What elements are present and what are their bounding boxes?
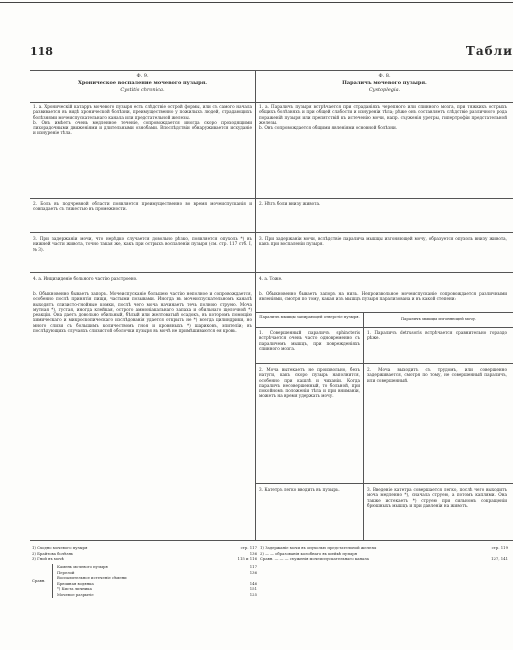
subtable-cell-2a: 2. Моча вытекаетъ не произвольно, безъ натуги, какъ скоро пузырь наполнится, особенно при кашлѣ и чиханіи. Когда параличъ несовершенный, то больной, при покойномъ положеніи тѣла и при вниманіи, можетъ на время удержать мочу.	[259, 367, 360, 399]
compare-item: Воспалительное истеченіе сѣмени	[57, 575, 127, 581]
subtable-head-sphincter: Параличъ мышцы запирающей отверстіе пузыря.	[259, 314, 360, 319]
page-number: 118	[30, 45, 53, 58]
row-rule-1	[30, 198, 513, 199]
right-cell-1: 1. а. Параличъ пузыря встрѣчается при страданіяхъ черепного или спинного мозга, при тяжкихъ острыхъ общихъ болѣзняхъ и при общей слабости и изнуреніи тѣла; рѣже онъ составляетъ слѣдствіе различного рода пораженій пузыря или препятствій къ истеченію мочи, напр. съуженія уретры, гипертрофіи предстательной железы. b. Онъ сопровождается общими явленіями основной болѣзни.	[259, 104, 507, 131]
subtable-rule-1	[256, 363, 513, 364]
subtable-rule-2	[256, 483, 513, 484]
subtable-divider	[363, 312, 364, 540]
right-cell-4b: b. Обыкновенно бываетъ запоръ на низъ. Непроизвольное мочеиспусканіе сопровождается различными явленіями, смотря по тому, какая изъ мышцъ пузыря парализована и въ какой степени:	[259, 291, 507, 302]
table-bottom-rule	[30, 540, 513, 541]
left-column-number: Ф. 9.	[136, 73, 149, 79]
subtable-cell-3b: 3. Введеніе катетра совершается легко, послѣ чего выходитъ моча медленно *), сначала струею, а потомъ каплями. Она также истекаетъ *) струею при сильномъ сокращеніи брюшныхъ мышцъ и при давленіи на животъ.	[367, 487, 507, 508]
compare-item: Перелой 136	[57, 569, 257, 575]
footnote-item: 3) Гной въ мочѣ 115 и 116	[32, 556, 257, 562]
running-title: Табли	[465, 44, 513, 58]
right-cell-4a: 4. а. Тоже.	[259, 276, 283, 281]
right-cell-3: 3. При задержаніи мочи, вслѣдствіе паралича мышцы изгоняющей мочу, образуется опухоль внизу живота, какъ при воспаленіи пузыря.	[259, 236, 507, 247]
right-column-title: Параличъ мочевого пузыря.	[342, 80, 427, 86]
right-column-number: Ф. 8.	[378, 73, 391, 79]
footnote-item: 2) Брайтова болѣзнь 136	[32, 550, 257, 556]
row-rule-3	[30, 272, 513, 273]
right-column-header	[256, 73, 513, 94]
compare-item: Камень мочевого пузыря 117	[57, 564, 257, 569]
compare-item: Брюшная водянка 146	[57, 580, 257, 586]
footnote-item: Сравн. — — — съуженія мочеиспускательнаго канала 127, 141	[260, 556, 508, 562]
left-column-header	[30, 73, 255, 94]
left-cell-4a: 4. а. Инцизиденіе больного частію разстроено.	[33, 276, 138, 281]
right-cell-2: 2. Нѣтъ боли внизу живота.	[259, 201, 321, 206]
footnote-item: 1) Задержаніе мочи въ опухолью предстательной железы стр. 119	[260, 545, 508, 550]
subtable-head-rule	[256, 327, 513, 328]
table-top-rule	[30, 70, 513, 71]
left-cell-1: 1. а. Хроническій катарръ мочевого пузыря есть слѣдствіе острой формы, или съ самого начала развивается въ видѣ хронической болѣзни, преимущественно у пожилыхъ людей, страдающихъ болѣзнями мочеиспускательнаго канала или предстательной железы. b. Онъ имѣетъ очень медленное теченіе, сопровождается иногда скоро проходящими лихорадочными движеніями и длительными ознобами. Впослѣдствіи обнаруживается исхуданіе и изнуреніе тѣла.	[33, 104, 252, 136]
column-divider	[255, 70, 256, 540]
subtable-cell-1b: 1. Параличъ detrusoris встрѣчается сравнительно гораздо рѣже.	[367, 330, 507, 341]
header-bottom-rule	[30, 102, 513, 103]
right-footnotes	[260, 545, 508, 562]
subtable-cell-1a: 1. Совершенный параличъ sphincteris встрѣчается очень часто одновременно съ параличемъ мышцъ, при поврежденіяхъ спинного мозга.	[259, 330, 360, 351]
subtable-top-rule	[256, 312, 513, 313]
left-column-latin: Cystitis chronica.	[120, 87, 165, 93]
right-column-latin: Cystoplegia.	[368, 87, 401, 93]
left-column-title: Хроническое воспаление мочевого пузыря.	[77, 80, 208, 86]
left-footnotes	[32, 545, 257, 562]
footnote-item: 2) — — образованія колобнаго въ шейкѣ пузыря	[260, 550, 358, 556]
footnote-item: 1) Сходно мочевого пузыря стр. 117	[32, 545, 257, 550]
subtable-cell-2b: 2. Моча выходитъ съ трудомъ, или совершенно задерживается, смотря по тому, не совершенный параличъ, или совершенный.	[367, 367, 507, 383]
compare-label: Сравн.	[32, 578, 46, 583]
left-cell-2: 2. Боль въ подчревной области появляется преимущественно во время мочеиспусканія и совпадаетъ съ тяжестью въ промежности.	[33, 201, 252, 212]
left-cell-3: 3. При задержаніи мочи, что нерѣдко случается довольно рѣзко, появляется опухоль *) въ нижней части живота, точно такая же, какъ при острыхъ воспаленіи пузыря (см. стр. 117 стб. I, № 3).	[33, 236, 252, 252]
subtable-cell-3a: 3. Катетръ легко вводить въ пузырь.	[259, 487, 340, 492]
subtable-head-detrusor: Параличъ мышцы изгоняющей мочу.	[400, 316, 477, 321]
row-rule-2	[30, 232, 513, 233]
left-compare-list	[52, 564, 257, 598]
compare-item: *) Киста личника 151	[57, 586, 257, 592]
compare-item: Мочевое разрытіе 125	[57, 591, 257, 597]
left-cell-4b: b. Обыкновенно бываетъ запоръ. Мочеиспусканіе большею частію неполное и сопровождается, особенно послѣ принятія пищи, частыми позывами. Иногда въ мочеиспускательномъ каналѣ выходятъ слизисто-гнойные комки, послѣ чего моча начинаетъ течь полною струею. Моча мутная *), густая, иногда клейкая, острого аммоніакальнаго запаха и обильнаго щелочной *) реакціи. Она даетъ довольно обильный, бѣлый или желтоватый осадокъ, въ которомъ помощію химическаго и микроскопическаго изслѣдованія удается открыть не *) всегда цилиндрики, но много слизи съ большимъ количествомъ гноя и кровяныхъ *) шариковъ, эпителіи; въ послѣдующихъ случаяхъ слизистой оболочки пузыря въ мочѣ не примѣшиваются ея кровь.	[33, 291, 252, 334]
top-border	[0, 2, 513, 3]
